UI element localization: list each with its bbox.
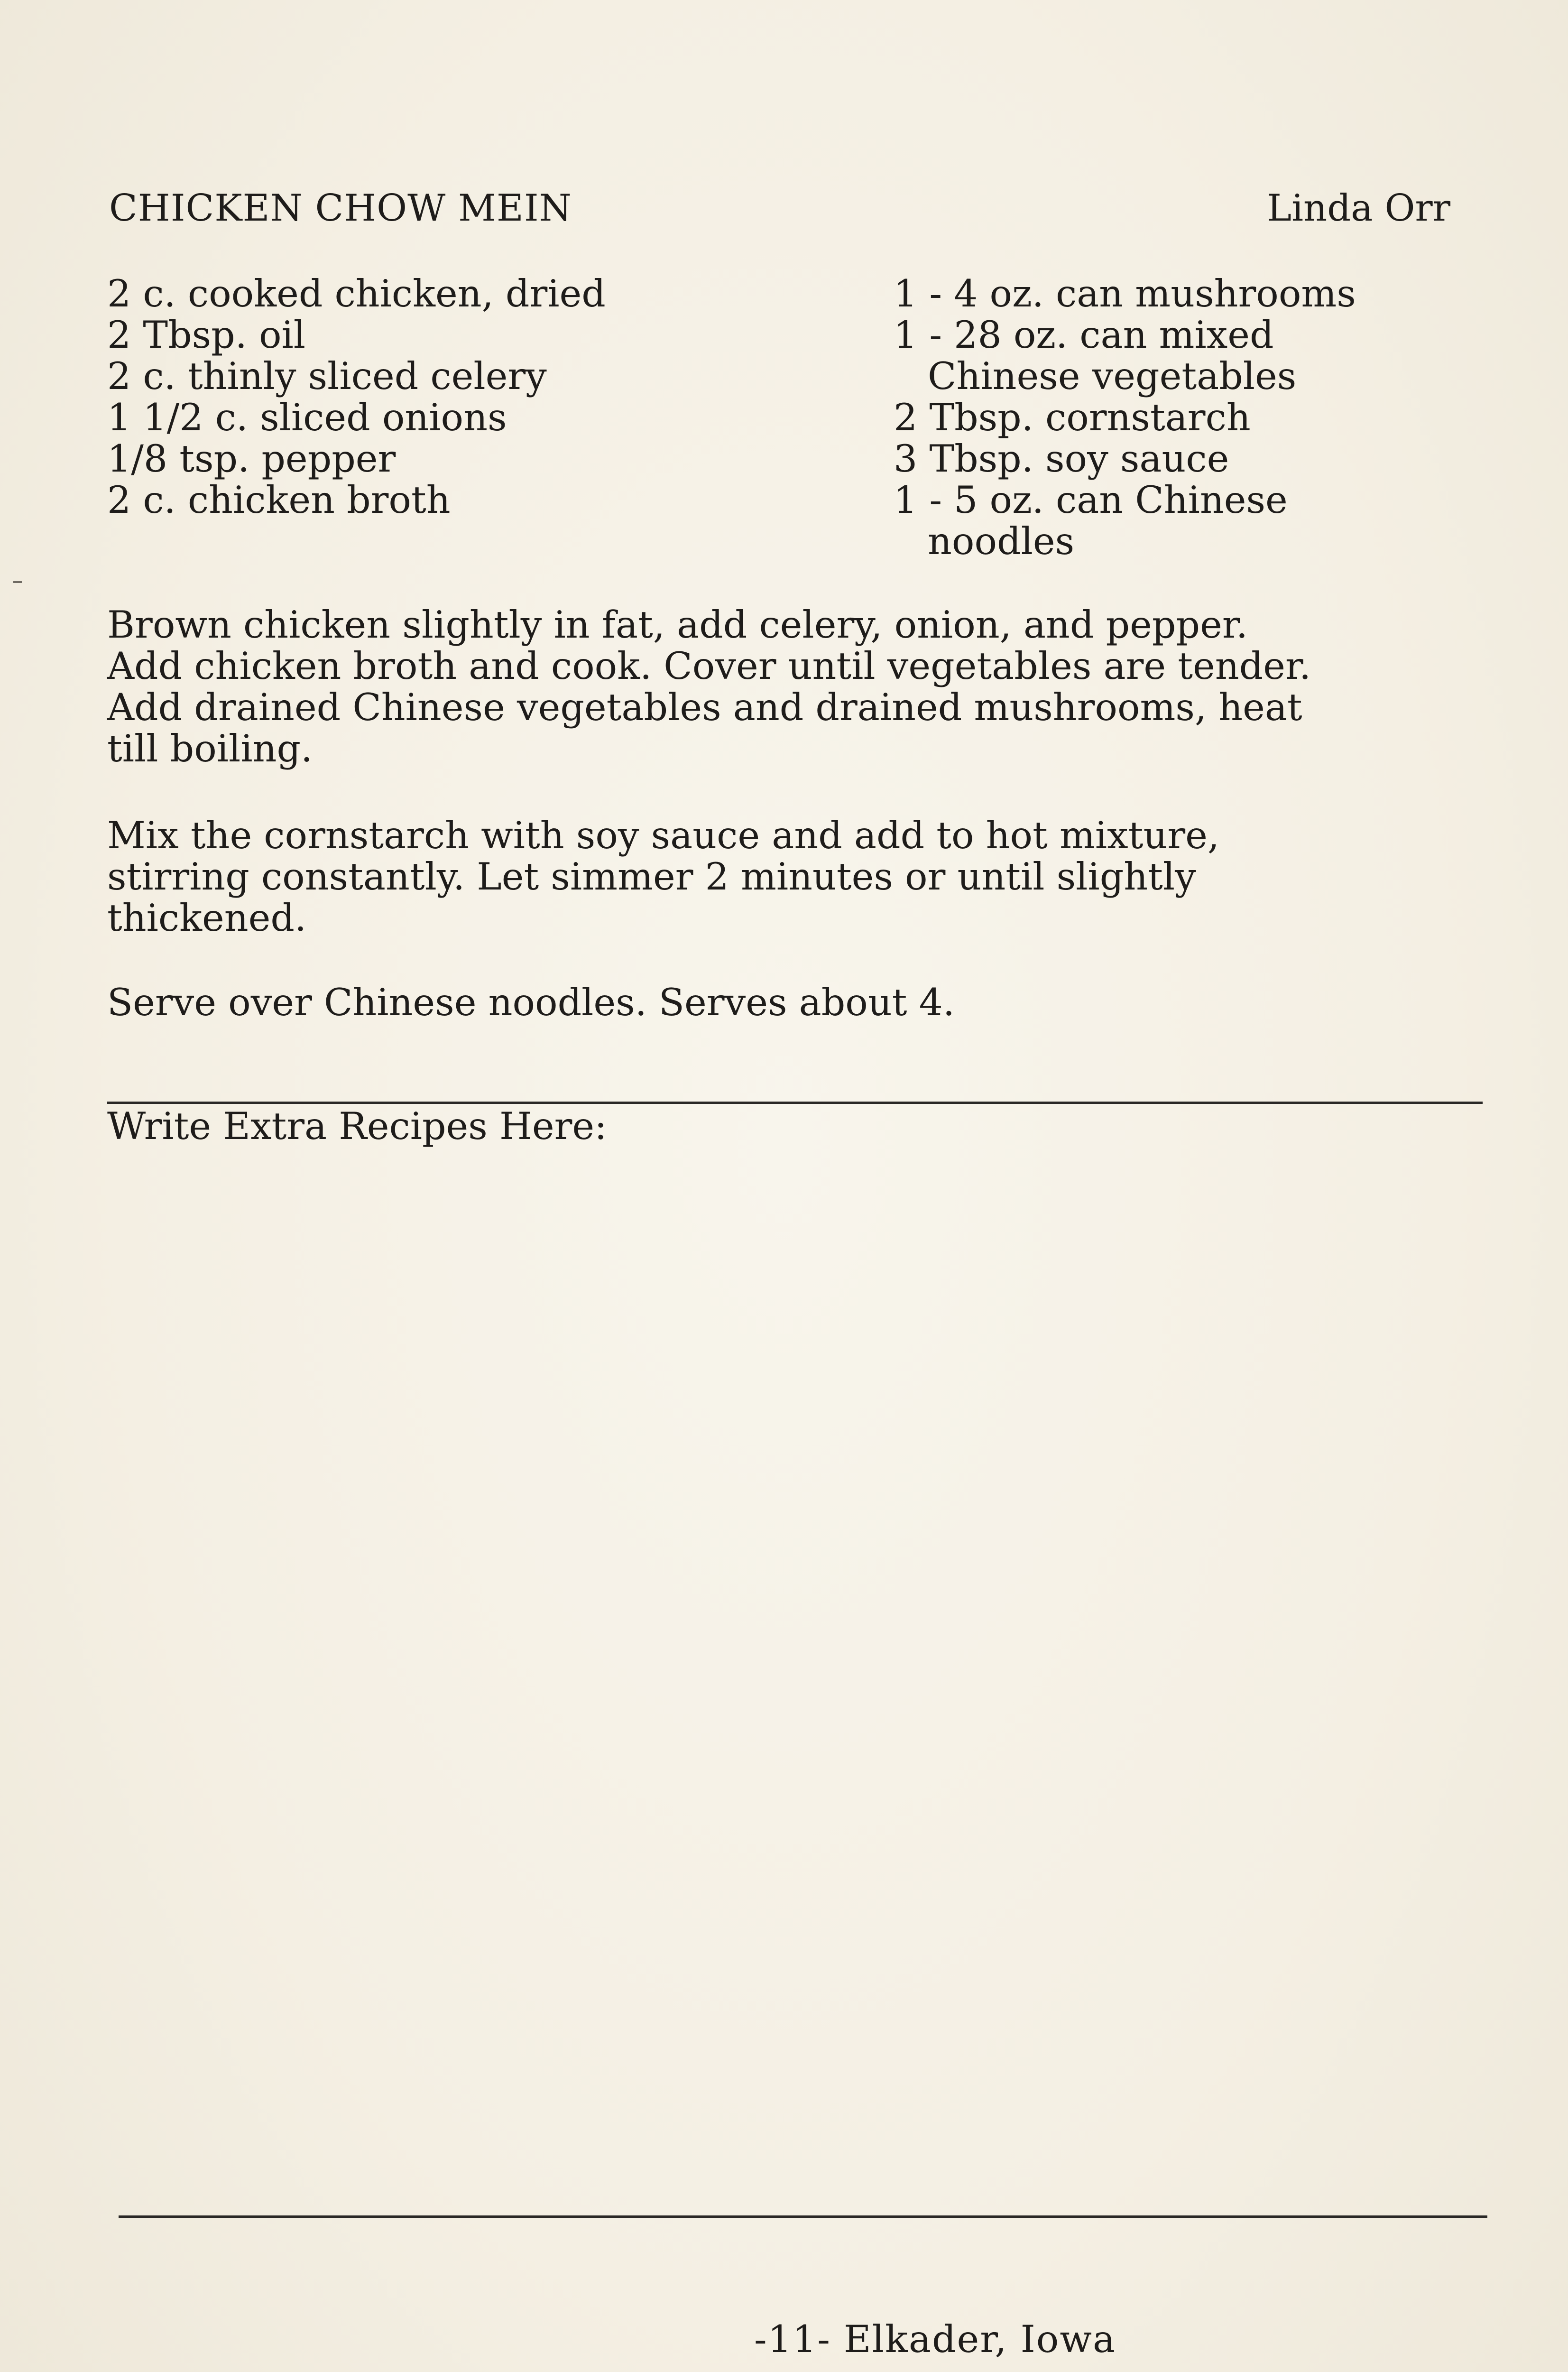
ingredients-left-column bbox=[107, 273, 606, 521]
directions-line: stirring constantly. Let simmer 2 minutes or until slightly bbox=[107, 855, 1196, 899]
ingredient-item: 2 Tbsp. cornstarch bbox=[894, 396, 1251, 439]
margin-mark bbox=[13, 581, 22, 583]
recipe-title: CHICKEN CHOW MEIN bbox=[109, 187, 572, 230]
page-footer bbox=[754, 2317, 1116, 2361]
directions-line: Add chicken broth and cook. Cover until vegetables are tender. bbox=[107, 644, 1311, 688]
ingredient-item-continuation: noodles bbox=[928, 519, 1075, 563]
directions-line: Add drained Chinese vegetables and drained mushrooms, heat bbox=[107, 686, 1302, 729]
ingredients-right-column bbox=[894, 273, 1356, 562]
ingredient-item: 1 1/2 c. sliced onions bbox=[107, 396, 507, 439]
footer-location: Elkader, Iowa bbox=[844, 2317, 1116, 2361]
ingredient-item: 3 Tbsp. soy sauce bbox=[894, 437, 1229, 481]
ingredient-item: 2 c. thinly sliced celery bbox=[107, 354, 547, 398]
directions-line: Serve over Chinese noodles. Serves about 4. bbox=[107, 981, 955, 1024]
recipe-author: Linda Orr bbox=[1267, 187, 1450, 230]
ingredient-item: 1/8 tsp. pepper bbox=[107, 437, 396, 481]
directions-paragraph-3 bbox=[107, 982, 1483, 1023]
ingredient-item-continuation: Chinese vegetables bbox=[928, 354, 1297, 398]
extra-recipes-label: Write Extra Recipes Here: bbox=[107, 1104, 607, 1148]
ingredient-item: 2 c. chicken broth bbox=[107, 478, 451, 522]
directions-line: Mix the cornstarch with soy sauce and add to hot mixture, bbox=[107, 814, 1219, 857]
section-divider bbox=[107, 1102, 1483, 1104]
footer-divider bbox=[119, 2215, 1487, 2218]
directions-line: thickened. bbox=[107, 896, 307, 940]
directions-line: Brown chicken slightly in fat, add celery, onion, and pepper. bbox=[107, 603, 1248, 647]
ingredient-item: 2 Tbsp. oil bbox=[107, 313, 306, 357]
ingredient-item: 1 - 28 oz. can mixed bbox=[894, 313, 1274, 357]
ingredient-item: 2 c. cooked chicken, dried bbox=[107, 272, 606, 315]
directions-line: till boiling. bbox=[107, 727, 313, 770]
directions-paragraph-2 bbox=[107, 815, 1483, 939]
directions-paragraph-1 bbox=[107, 604, 1483, 769]
ingredient-item: 1 - 5 oz. can Chinese bbox=[894, 478, 1288, 522]
ingredient-item: 1 - 4 oz. can mushrooms bbox=[894, 272, 1356, 315]
page-number: -11- bbox=[754, 2317, 831, 2361]
